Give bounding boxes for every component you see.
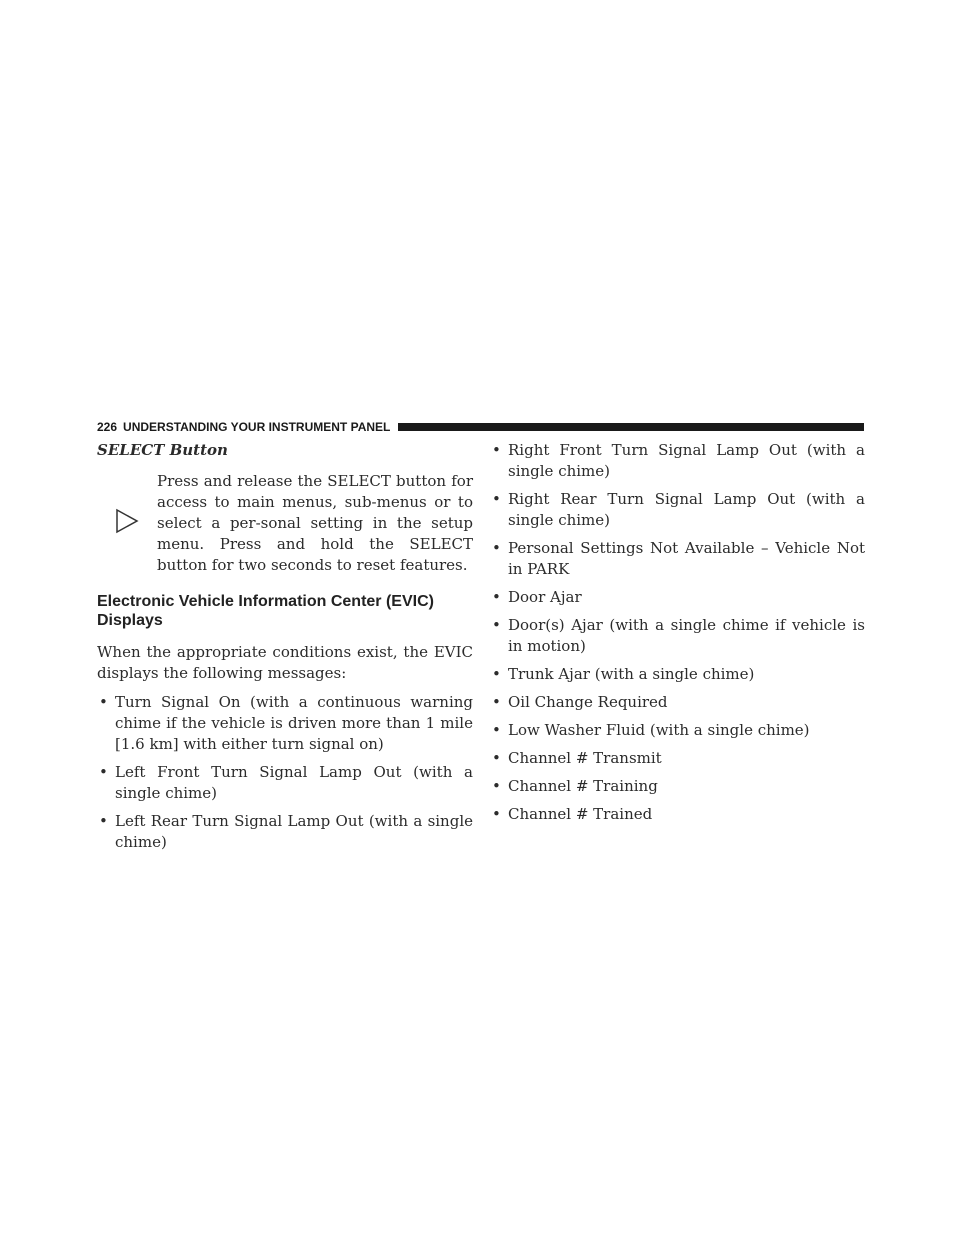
list-item: • Right Front Turn Signal Lamp Out (with a single chime) xyxy=(492,441,865,480)
list-item: • Channel # Trained xyxy=(492,805,653,823)
evic-heading: Electronic Vehicle Information Center (EVIC) Displays xyxy=(97,593,434,629)
bullet-icon: • xyxy=(99,763,108,781)
bullet-icon: • xyxy=(492,749,501,767)
list-item: • Trunk Ajar (with a single chime) xyxy=(492,665,755,683)
bullet-icon: • xyxy=(99,693,108,711)
evic-messages-right xyxy=(490,440,865,825)
left-column xyxy=(97,440,473,860)
list-item: • Left Rear Turn Signal Lamp Out (with a single chime) xyxy=(99,812,473,851)
list-item: • Low Washer Fluid (with a single chime) xyxy=(492,721,810,739)
list-item: • Door(s) Ajar (with a single chime if vehicle is in motion) xyxy=(492,616,865,655)
list-item: • Left Front Turn Signal Lamp Out (with a single chime) xyxy=(99,763,473,802)
select-button-body: Press and release the SELECT button for access to main menus, sub-menus or to select a per-sonal setting in the setup menu. Press and hold the SELECT button for two seconds to reset features. xyxy=(157,472,473,574)
bullet-icon: • xyxy=(492,665,501,683)
bullet-icon: • xyxy=(492,490,501,508)
list-item: • Oil Change Required xyxy=(492,693,668,711)
list-item: • Channel # Transmit xyxy=(492,749,662,767)
bullet-icon: • xyxy=(492,616,501,634)
select-triangle-icon xyxy=(97,485,157,557)
header-rule xyxy=(398,423,864,431)
section-title: UNDERSTANDING YOUR INSTRUMENT PANEL xyxy=(123,420,391,434)
bullet-icon: • xyxy=(492,539,501,557)
page-header xyxy=(97,420,864,434)
bullet-icon: • xyxy=(492,441,501,459)
bullet-icon: • xyxy=(492,721,501,739)
bullet-icon: • xyxy=(99,812,108,830)
list-item: • Door Ajar xyxy=(492,588,582,606)
right-column xyxy=(490,440,865,832)
list-item: • Right Rear Turn Signal Lamp Out (with a single chime) xyxy=(492,490,865,529)
list-item: • Channel # Training xyxy=(492,777,658,795)
select-button-description xyxy=(97,471,473,576)
bullet-icon: • xyxy=(492,693,501,711)
bullet-icon: • xyxy=(492,777,501,795)
bullet-icon: • xyxy=(492,805,501,823)
evic-messages-left xyxy=(97,692,473,853)
page-number: 226 xyxy=(97,420,118,434)
evic-intro: When the appropriate conditions exist, the EVIC displays the following messages: xyxy=(97,643,473,682)
select-button-subheading: SELECT Button xyxy=(97,441,228,459)
bullet-icon: • xyxy=(492,588,501,606)
list-item: • Turn Signal On (with a continuous warning chime if the vehicle is driven more than 1 mile [1.6 km] with either turn signal on) xyxy=(99,693,473,753)
list-item: • Personal Settings Not Available – Vehicle Not in PARK xyxy=(492,539,865,578)
